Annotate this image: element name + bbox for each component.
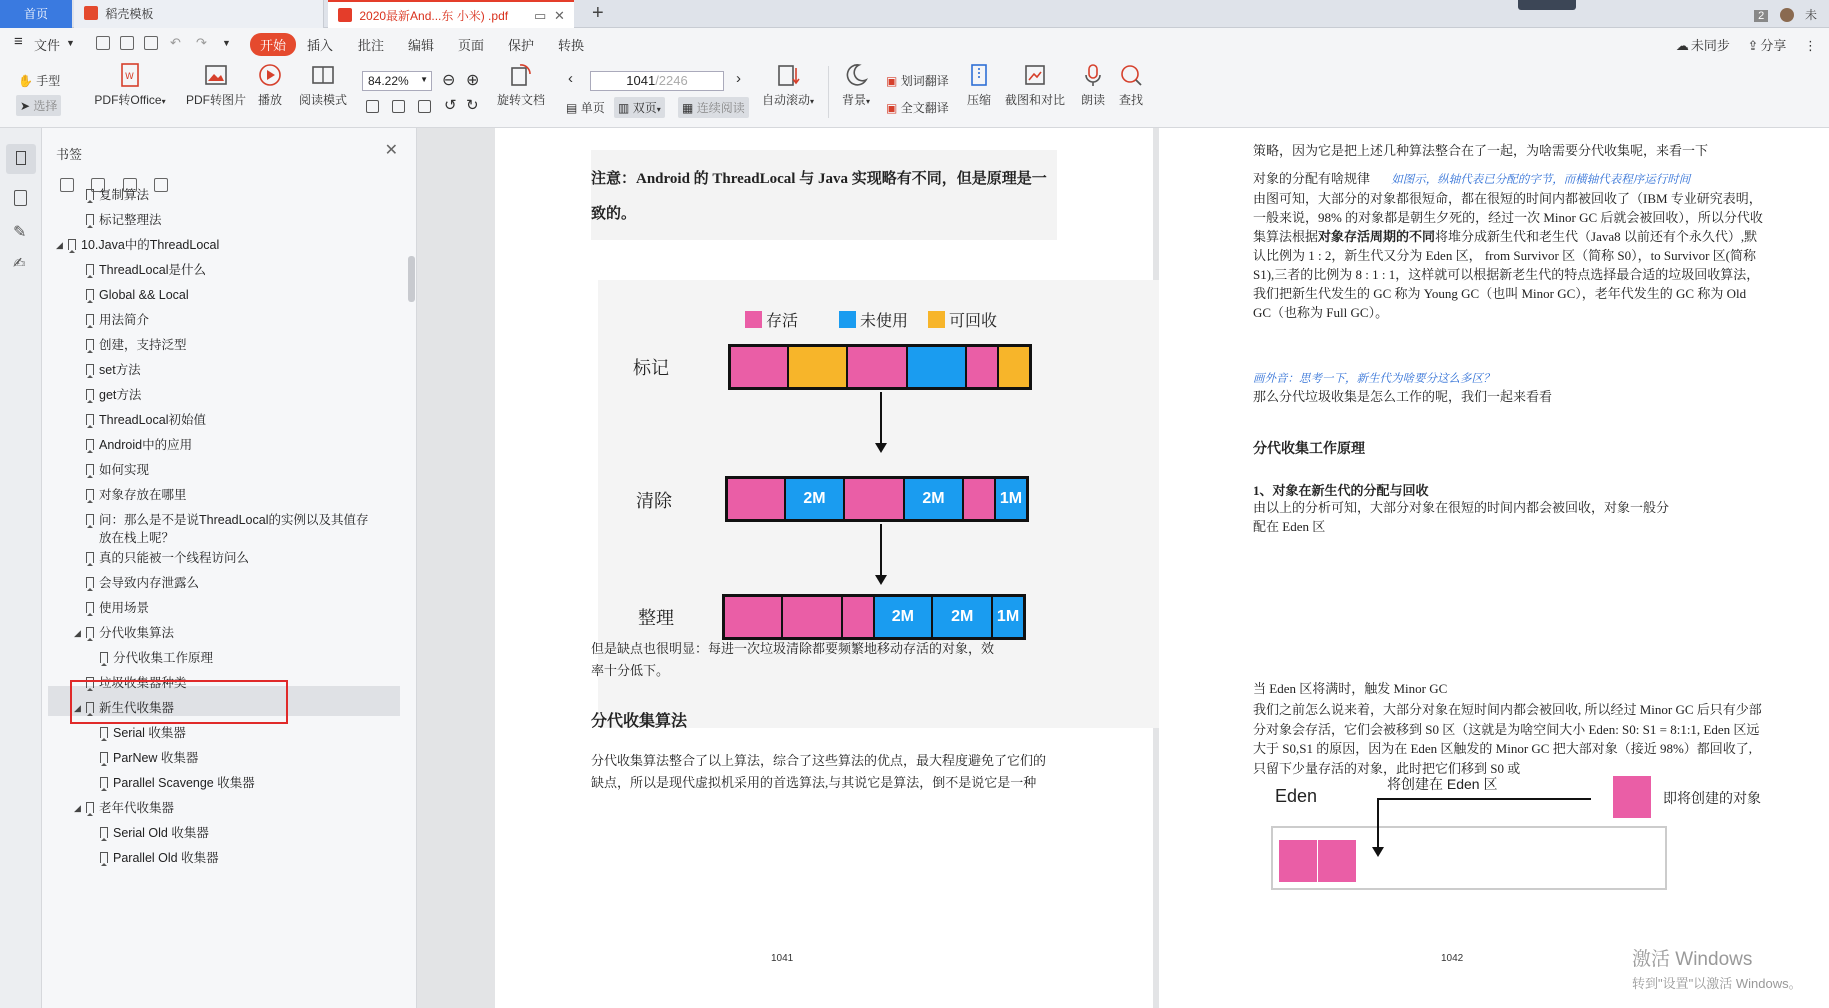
double-page-button[interactable] — [614, 97, 665, 118]
memory-segment-unused: 1M — [996, 479, 1026, 519]
memory-segment-alive — [845, 479, 905, 519]
row-label-mark: 标记 — [633, 358, 669, 378]
bookmark-icon — [100, 652, 108, 663]
daoke-logo-icon — [84, 6, 98, 20]
bookmark-icon — [86, 439, 94, 450]
bookmark-scrollbar[interactable] — [408, 256, 415, 302]
pdf-to-image-button[interactable] — [184, 62, 248, 108]
bookmark-icon — [86, 602, 94, 613]
bookmark-icon — [16, 151, 26, 165]
watermark-line-1: 激活 Windows — [1632, 949, 1753, 970]
play-icon — [257, 62, 283, 88]
bookmark-icon — [100, 852, 108, 863]
tab-pdf-label: 2020最新And...东 小米) .pdf — [359, 9, 509, 23]
user-name[interactable]: 未 — [1804, 8, 1817, 22]
bookmark-label: 对象存放在哪里 — [99, 488, 187, 502]
compress-label: 压缩 — [966, 93, 991, 107]
paragraph-generational-intro: 分代收集算法整合了以上算法，综合了这些算法的优点，最大程度避免了它们的缺点，所以是现代虚拟机采用的首选算法,与其说它是算法，倒不是说它是一种 — [591, 753, 1047, 790]
tab-close-icon[interactable]: ✕ — [554, 8, 565, 23]
screenshot-compare-label: 截图和对比 — [1004, 93, 1065, 107]
bookmark-icon — [86, 189, 94, 200]
expand-arrow-icon[interactable]: ◢ — [74, 628, 81, 638]
arrow-label-create-in-eden: 将创建在 Eden 区 — [1387, 776, 1498, 792]
titlebar-right — [1746, 6, 1817, 23]
dropdown-arrow-icon: ▾ — [161, 97, 166, 106]
next-page-icon[interactable]: › — [736, 70, 741, 87]
bookmark-label: ThreadLocal初始值 — [99, 413, 206, 427]
tab-daoke[interactable] — [74, 0, 324, 28]
select-tool[interactable] — [16, 95, 61, 116]
hand-tool[interactable] — [18, 72, 60, 89]
save-icon[interactable] — [120, 36, 134, 50]
bookmark-label: Global && Local — [99, 288, 189, 302]
memory-bar-compact — [722, 594, 1026, 640]
figure-annotation: 如图示，纵轴代表已分配的字节，而横轴代表程序运行时间 — [1391, 174, 1691, 186]
redo-icon[interactable]: ↷ — [196, 35, 207, 50]
bookmark-icon — [86, 414, 94, 425]
tab-daoke-label: 稻壳模板 — [105, 7, 154, 21]
memory-segment-recyclable — [999, 347, 1029, 387]
menu-file[interactable]: 文件 — [34, 38, 61, 53]
paragraph-strategy: 策略，因为它是把上述几种算法整合在了一起，为啥需要分代收集呢，来看一下 — [1253, 143, 1709, 158]
tab-home-label: 首页 — [23, 7, 48, 21]
paragraph-eden-allocation: 由以上的分析可知，大部分对象在很短的时间内都会被回收，对象一般分配在 Eden 区 — [1253, 500, 1670, 534]
hand-icon: ✋ — [18, 74, 33, 88]
svg-text:W: W — [125, 72, 134, 82]
cursor-arrow-icon: ➤ — [20, 99, 31, 113]
row-label-sweep: 清除 — [636, 491, 672, 511]
auto-scroll-label: 自动滚动 — [761, 93, 810, 107]
new-object-label: 即将创建的对象 — [1663, 790, 1761, 806]
continuous-read-label: 连续阅读 — [696, 101, 745, 115]
background-label: 背景 — [841, 93, 866, 107]
bookmark-label: Parallel Scavenge 收集器 — [113, 776, 255, 790]
memory-segment-unused: 2M — [786, 479, 845, 519]
watermark-line-2: 转到"设置"以激活 Windows。 — [1632, 976, 1802, 991]
zoom-input[interactable] — [362, 71, 432, 91]
microphone-icon — [1080, 62, 1106, 88]
compress-icon — [966, 62, 992, 88]
pdf-to-image-icon — [203, 62, 229, 88]
memory-segment-alive — [964, 479, 996, 519]
bookmark-label: 老年代收集器 — [99, 801, 175, 815]
read-mode-label: 阅读模式 — [298, 93, 347, 107]
memory-bar-mark — [728, 344, 1032, 390]
bookmark-icon — [86, 552, 94, 563]
memory-segment-alive — [967, 347, 999, 387]
eden-object-1 — [1279, 840, 1317, 882]
legend-unused — [839, 308, 908, 331]
bookmark-label: Serial Old 收集器 — [113, 826, 209, 840]
menu-start[interactable]: 开始 — [250, 33, 296, 56]
bookmark-icon — [86, 464, 94, 475]
attachment-paperclip-icon[interactable]: ✎ — [13, 224, 27, 241]
bookmark-icon — [100, 727, 108, 738]
bookmark-label: ParNew 收集器 — [113, 751, 199, 765]
bookmark-label: 用法简介 — [99, 313, 150, 327]
arrow-down-1 — [880, 392, 882, 444]
eden-allocation-diagram — [1259, 764, 1759, 904]
page-number-1041: 1041 — [771, 953, 794, 964]
play-button[interactable] — [252, 62, 288, 108]
memory-segment-unused — [908, 347, 967, 387]
menubar-right — [1662, 35, 1817, 54]
legend-alive-label: 存活 — [766, 313, 799, 330]
rotate-right-icon[interactable]: ↻ — [466, 97, 479, 114]
play-label: 播放 — [257, 93, 282, 107]
memory-segment-alive — [848, 347, 908, 387]
bookmark-icon — [86, 214, 94, 225]
tab-detach-icon[interactable]: ▭ — [534, 8, 547, 23]
legend-alive — [745, 308, 798, 331]
share-icon: ⇪ — [1747, 38, 1759, 53]
search-icon — [1118, 62, 1144, 88]
windows-activation-watermark — [1632, 944, 1802, 992]
rotate-document-button[interactable] — [496, 62, 546, 108]
bookmark-icon — [86, 627, 94, 638]
bookmark-panel — [42, 128, 417, 1008]
single-page-button[interactable] — [566, 99, 605, 116]
pdf-to-image-label: PDF转图片 — [185, 93, 246, 107]
new-object-block — [1613, 776, 1651, 818]
zoom-dropdown-icon[interactable]: ▼ — [420, 75, 428, 84]
memory-segment-alive — [725, 597, 783, 637]
menu-convert[interactable]: 转换 — [558, 38, 585, 53]
single-page-label: 单页 — [580, 101, 605, 115]
pdf-page-1042 — [1159, 128, 1829, 1008]
navigation-icon-strip — [0, 128, 42, 1008]
toolbar-separator — [828, 66, 829, 118]
bookmark-icon — [86, 364, 94, 375]
auto-scroll-icon — [775, 62, 801, 88]
fit-width-icon[interactable] — [418, 100, 431, 113]
thumbnail-panel-icon[interactable] — [14, 190, 27, 206]
memory-segment-alive — [843, 597, 875, 637]
undo-icon[interactable]: ↶ — [170, 35, 181, 50]
zoom-value: 84.22% — [368, 74, 409, 88]
legend-recyclable-label: 可回收 — [949, 313, 998, 330]
bookmark-label: ThreadLocal是什么 — [99, 263, 206, 277]
bookmark-icon — [100, 777, 108, 788]
sync-status[interactable]: 未同步 — [1690, 38, 1730, 53]
paragraph-short-lived-objects — [1253, 189, 1763, 322]
aside-annotation: 画外音：思考一下，新生代为啥要分这么多区？ — [1253, 373, 1495, 385]
arrow-line-horizontal — [1377, 798, 1591, 800]
rotate-document-icon — [508, 62, 534, 88]
rotate-left-icon[interactable]: ↺ — [444, 97, 457, 114]
pdf-to-office-button[interactable] — [92, 62, 168, 108]
dropdown-arrow-icon: ▾ — [810, 97, 815, 106]
bookmark-label: 如何实现 — [99, 463, 150, 477]
zoom-out-icon[interactable]: ⊖ — [442, 72, 456, 89]
menu-edit[interactable]: 编辑 — [408, 38, 435, 53]
bookmark-label: 会导致内存泄露么 — [99, 576, 200, 590]
print-icon[interactable] — [144, 36, 158, 50]
pdf-to-office-label: PDF转Office — [94, 93, 162, 107]
bookmark-label: 创建，支持泛型 — [99, 338, 187, 352]
bookmark-label: get方法 — [99, 388, 142, 402]
red-highlight-box — [70, 680, 288, 724]
paragraph-allocation-rule — [1253, 168, 1763, 191]
bookmark-label: 问：那么是不是说ThreadLocal的实例以及其值存放在栈上呢？ — [99, 513, 369, 545]
heading-generational-principle: 分代收集工作原理 — [1253, 442, 1365, 457]
avatar[interactable] — [1780, 8, 1794, 22]
previous-page-icon[interactable]: ‹ — [568, 70, 573, 87]
full-translate-button[interactable] — [886, 99, 949, 116]
new-tab-plus-icon[interactable]: + — [592, 2, 604, 24]
bookmark-icon — [86, 339, 94, 350]
word-translate-button[interactable] — [886, 72, 949, 89]
total-pages: /2246 — [655, 73, 688, 88]
bookmark-label: 分代收集算法 — [99, 626, 175, 640]
short-lived-text-a: 由图可知，大部分的对象都很短命，都在很短的时间内都被回收了（IBM 专业研究表明，一般来说，98% 的对象都是朝生夕死的，经过一次 Minor GC 后就会被回收），所以分代收集算法根据 — [1253, 191, 1763, 244]
menu-page[interactable]: 页面 — [458, 38, 485, 53]
legend-swatch-unused — [839, 311, 856, 328]
short-lived-text-b: 将堆分成新生代和老生代（Java8 以前还有个永久代）,默认比例为 1 : 2，新生代又分为 Eden 区， from Survivor 区（简称 S0），to Survivor 区(简称 S1),三者的比例为 8 : 1 : 1，这样就可以根据新老生代的特点选择最合适的垃圾回收算法，我们把新生代发生的 GC 称为 Young GC（也叫 Minor GC），老年代发生的 GC 称为 Old GC（也称为 Full GC）。 — [1253, 229, 1760, 320]
more-options-icon[interactable]: ⋮ — [1804, 38, 1817, 53]
signature-icon[interactable]: ✍ — [13, 255, 26, 272]
bookmark-label: 真的只能被一个线程访问么 — [99, 551, 250, 565]
tab-bar — [0, 0, 1829, 28]
page-number-1042: 1042 — [1441, 953, 1464, 964]
fit-page-icon[interactable] — [392, 100, 405, 113]
zoom-in-icon[interactable]: ⊕ — [466, 72, 480, 89]
row-label-compact: 整理 — [638, 608, 674, 628]
heading-generational-collection: 分代收集算法 — [591, 713, 688, 730]
cloud-sync-icon: ☁ — [1675, 38, 1689, 53]
bookmark-icon — [86, 802, 94, 813]
bookmark-label: 分代收集工作原理 — [113, 651, 214, 665]
eden-label: Eden — [1275, 786, 1318, 806]
memory-segment-alive — [783, 597, 843, 637]
bookmark-icon — [86, 289, 94, 300]
memory-segment-unused: 2M — [933, 597, 993, 637]
bookmark-label: 新生代收集器 — [99, 701, 175, 715]
bookmark-icon — [68, 239, 76, 250]
window-count-badge[interactable]: 2 — [1754, 10, 1768, 22]
memory-bar-sweep — [725, 476, 1029, 522]
auto-scroll-button[interactable] — [760, 62, 816, 108]
expand-arrow-icon[interactable]: ◢ — [74, 803, 81, 813]
double-page-icon: ▥ — [618, 101, 630, 115]
tab-home[interactable] — [0, 0, 72, 28]
menu-annotate[interactable]: 批注 — [358, 38, 385, 53]
bookmark-label: Parallel Old 收集器 — [113, 851, 219, 865]
bookmark-icon — [86, 389, 94, 400]
memory-segment-unused: 2M — [875, 597, 934, 637]
legend-recyclable — [928, 308, 997, 331]
expand-all-icon[interactable] — [60, 178, 74, 192]
find-button[interactable] — [1114, 62, 1148, 108]
bookmark-panel-title: 书签 — [56, 147, 83, 162]
memory-segment-alive — [728, 479, 786, 519]
tab-pdf-document[interactable] — [328, 0, 574, 28]
read-aloud-label: 朗读 — [1080, 93, 1105, 107]
translate-icon: ▣ — [886, 74, 898, 88]
bold-lifecycle-text: 对象存活周期的不同 — [1318, 229, 1436, 244]
close-icon[interactable]: ✕ — [384, 142, 398, 159]
full-translate-icon: ▣ — [886, 101, 898, 115]
dropdown-arrow-icon: ▾ — [656, 105, 661, 114]
double-page-label: 双页 — [632, 101, 657, 115]
eden-object-2 — [1318, 840, 1356, 882]
legend-swatch-alive — [745, 311, 762, 328]
bookmark-label: 标记整理法 — [99, 213, 162, 227]
allocation-rule-text: 对象的分配有啥规律 — [1253, 171, 1371, 186]
chevron-down-icon[interactable]: ▼ — [66, 38, 75, 48]
read-aloud-button[interactable] — [1076, 62, 1110, 108]
bookmark-panel-icon[interactable] — [6, 144, 36, 174]
paragraph-drawback: 但是缺点也很明显：每进一次垃圾清除都要频繁地移动存活的对象，效率十分低下。 — [591, 641, 995, 678]
paragraph-minor-gc: 我们之前怎么说来着，大部分对象在短时间内都会被回收, 所以经过 Minor GC 后只有少部分对象会存活，它们会被移到 S0 区（这就是为啥空间大小 Eden: S0: S1 = 8:1:1, Eden 区远大于 S0,S1 的原因，因为在 Eden 区触发的 Minor GC 把大部对象（接近 98%）都回收了,只留下少量存活的对象，此时把它们移到 S0 或 — [1253, 702, 1762, 776]
bookmark-label: set方法 — [99, 363, 141, 377]
bookmark-icon — [86, 264, 94, 275]
current-page: 1041 — [626, 73, 656, 88]
menu-insert[interactable]: 插入 — [307, 38, 334, 53]
expand-arrow-icon[interactable]: ◢ — [74, 703, 81, 713]
bookmark-label: Android中的应用 — [99, 438, 193, 452]
bookmark-label: 复制算法 — [99, 188, 150, 202]
paragraph-how-it-works: 那么分代垃圾收集是怎么工作的呢，我们一起来看看 — [1253, 389, 1553, 404]
menu-protect[interactable]: 保护 — [508, 38, 535, 53]
continuous-read-icon: ▦ — [682, 101, 694, 115]
full-translate-label: 全文翻译 — [900, 101, 949, 115]
expand-arrow-icon[interactable]: ◢ — [56, 240, 63, 250]
background-button[interactable] — [836, 62, 876, 108]
bookmark-icon — [86, 489, 94, 500]
hamburger-menu-icon[interactable]: ≡ — [14, 33, 23, 50]
pdf-to-office-icon — [117, 62, 143, 88]
memory-segment-recyclable — [789, 347, 848, 387]
ribbon-toolbar — [0, 58, 1829, 128]
bookmark-label: Serial 收集器 — [113, 726, 186, 740]
book-icon — [310, 62, 336, 88]
legend-swatch-recyclable — [928, 311, 945, 328]
customize-quick-access-icon[interactable]: ▼ — [222, 38, 231, 48]
taskbar-widget — [1518, 0, 1576, 10]
page-number-input[interactable] — [590, 71, 724, 91]
continuous-read-button[interactable] — [678, 97, 749, 118]
arrow-line-down — [1377, 798, 1379, 848]
document-viewport[interactable] — [417, 128, 1829, 1008]
single-page-icon: ▤ — [566, 101, 578, 115]
word-translate-label: 划词翻译 — [900, 74, 949, 88]
legend-unused-label: 未使用 — [860, 313, 909, 330]
screenshot-compare-button[interactable] — [1002, 62, 1068, 108]
share-button[interactable]: 分享 — [1760, 38, 1787, 53]
screenshot-icon — [1022, 62, 1048, 88]
bookmark-icon — [100, 752, 108, 763]
find-label: 查找 — [1118, 93, 1143, 107]
hand-tool-label: 手型 — [36, 74, 61, 88]
note-text: 注意：Android 的 ThreadLocal 与 Java 实现略有不同，但是原理是一致的。 — [591, 171, 1047, 222]
select-tool-label: 选择 — [33, 99, 58, 113]
pdf-page-1041 — [495, 128, 1153, 1008]
read-mode-button[interactable] — [296, 62, 350, 108]
paragraph-eden-full: 当 Eden 区将满时，触发 Minor GC — [1253, 681, 1448, 696]
moon-icon — [843, 62, 869, 88]
subheading-young-gen-allocation: 1、对象在新生代的分配与回收 — [1253, 483, 1429, 498]
bookmark-icon — [100, 827, 108, 838]
bookmark-label: 垃圾收集器种类 — [99, 676, 187, 690]
compress-button[interactable] — [962, 62, 996, 108]
dropdown-arrow-icon: ▾ — [866, 97, 871, 106]
actual-size-icon[interactable] — [366, 100, 379, 113]
open-folder-icon[interactable] — [96, 36, 110, 50]
arrow-down-2 — [880, 524, 882, 576]
memory-segment-alive — [731, 347, 789, 387]
memory-segment-unused: 2M — [905, 479, 964, 519]
bookmark-icon — [86, 577, 94, 588]
bookmark-label: 10.Java中的ThreadLocal — [81, 238, 220, 252]
bookmark-icon — [86, 314, 94, 325]
menu-bar — [0, 28, 1829, 58]
rotate-document-label: 旋转文档 — [496, 93, 545, 107]
bookmark-icon — [86, 514, 94, 525]
pdf-file-icon — [338, 8, 352, 22]
memory-segment-unused: 1M — [993, 597, 1023, 637]
bookmark-label: 使用场景 — [99, 601, 150, 615]
